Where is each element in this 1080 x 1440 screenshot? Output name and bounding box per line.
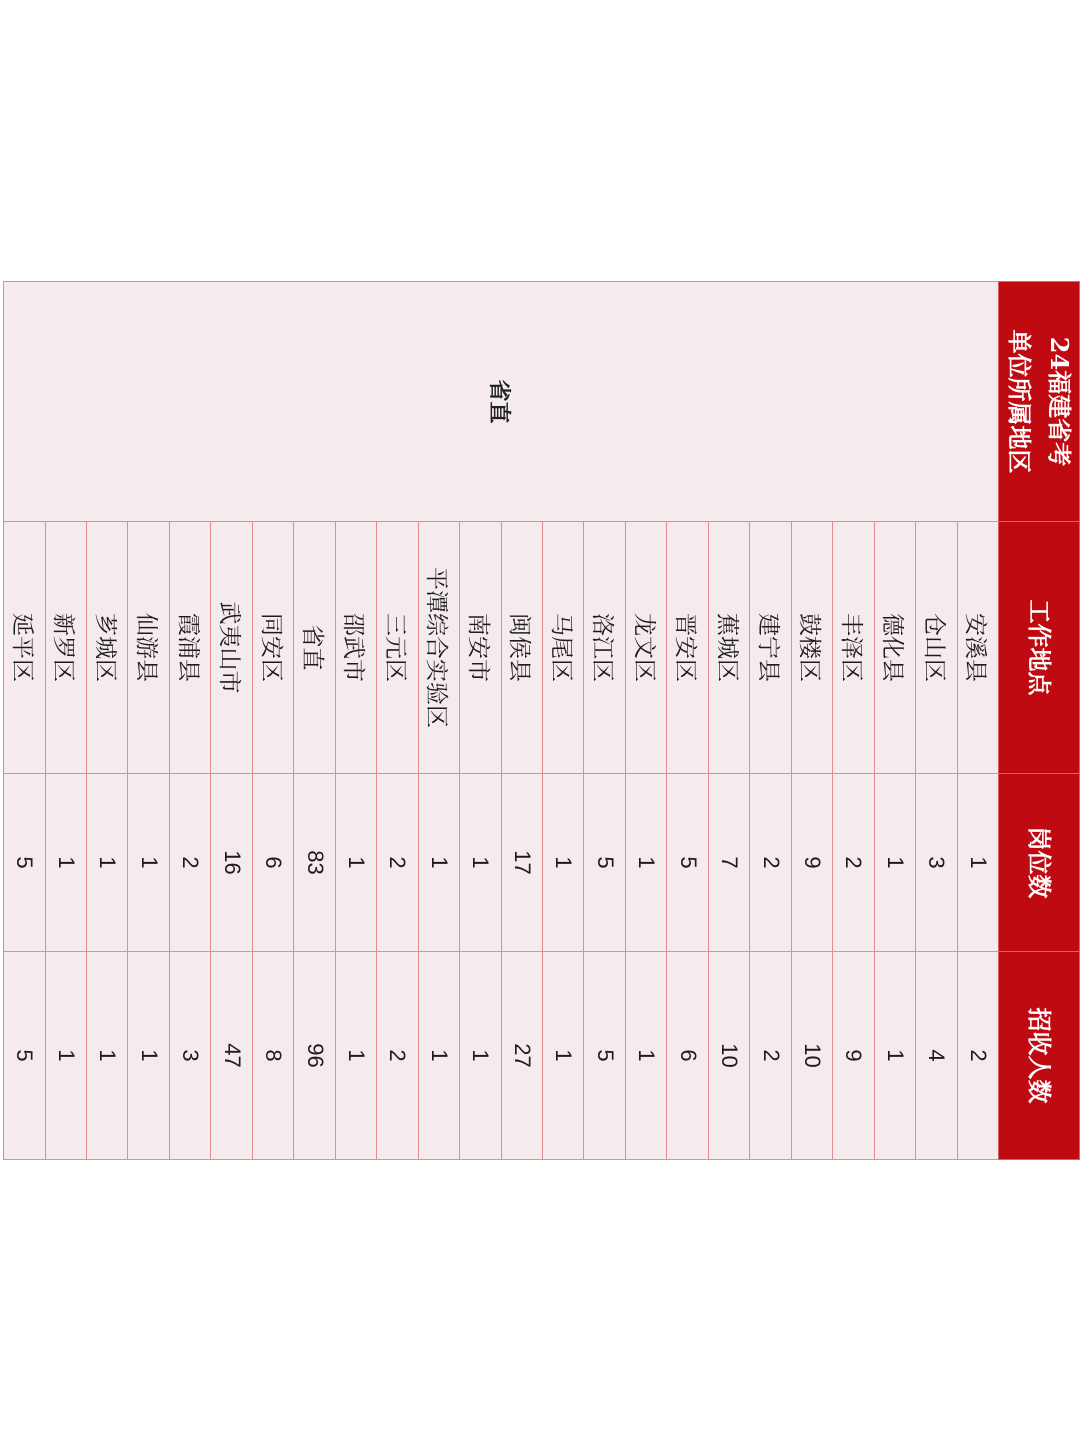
positions-cell: 1 <box>335 774 376 952</box>
recruits-cell: 10 <box>708 952 749 1160</box>
location-cell: 鼓楼区 <box>791 522 832 774</box>
positions-cell: 7 <box>708 774 749 952</box>
positions-cell: 16 <box>211 774 252 952</box>
header-location: 工作地点 <box>999 522 1080 774</box>
header-region-line2: 单位所属地区 <box>1005 329 1034 474</box>
recruits-cell: 1 <box>87 952 128 1160</box>
recruits-cell: 1 <box>625 952 666 1160</box>
recruits-cell: 5 <box>584 952 625 1160</box>
header-region <box>999 282 1080 522</box>
recruits-cell: 2 <box>377 952 418 1160</box>
table-row <box>957 282 998 1160</box>
header-recruits: 招收人数 <box>999 952 1080 1160</box>
table-body <box>4 282 999 1160</box>
positions-cell: 1 <box>543 774 584 952</box>
positions-cell: 9 <box>791 774 832 952</box>
location-cell: 安溪县 <box>957 522 998 774</box>
positions-cell: 2 <box>750 774 791 952</box>
location-cell: 省直 <box>294 522 335 774</box>
location-cell: 龙文区 <box>625 522 666 774</box>
recruits-cell: 8 <box>252 952 293 1160</box>
positions-cell: 5 <box>4 774 46 952</box>
recruits-cell: 1 <box>460 952 501 1160</box>
recruits-cell: 3 <box>169 952 210 1160</box>
rotated-table-container <box>3 281 1080 1159</box>
positions-cell: 2 <box>377 774 418 952</box>
recruits-cell: 2 <box>750 952 791 1160</box>
positions-cell: 1 <box>45 774 86 952</box>
recruits-cell: 1 <box>543 952 584 1160</box>
header-positions: 岗位数 <box>999 774 1080 952</box>
positions-cell: 2 <box>833 774 874 952</box>
recruits-cell: 27 <box>501 952 542 1160</box>
recruits-cell: 47 <box>211 952 252 1160</box>
recruits-cell: 6 <box>667 952 708 1160</box>
recruits-cell: 5 <box>4 952 46 1160</box>
recruits-cell: 1 <box>128 952 169 1160</box>
positions-cell: 1 <box>957 774 998 952</box>
location-cell: 洛江区 <box>584 522 625 774</box>
recruits-cell: 1 <box>874 952 915 1160</box>
recruits-cell: 4 <box>916 952 957 1160</box>
recruitment-table <box>3 281 1080 1160</box>
recruits-cell: 1 <box>45 952 86 1160</box>
location-cell: 丰泽区 <box>833 522 874 774</box>
location-cell: 蕉城区 <box>708 522 749 774</box>
location-cell: 仓山区 <box>916 522 957 774</box>
header-region-line1: 24福建省考 <box>1045 336 1074 467</box>
positions-cell: 6 <box>252 774 293 952</box>
positions-cell: 5 <box>584 774 625 952</box>
location-cell: 同安区 <box>252 522 293 774</box>
region-cell: 省直 <box>4 282 999 522</box>
positions-cell: 1 <box>874 774 915 952</box>
positions-cell: 1 <box>625 774 666 952</box>
location-cell: 延平区 <box>4 522 46 774</box>
location-cell: 芗城区 <box>87 522 128 774</box>
positions-cell: 83 <box>294 774 335 952</box>
location-cell: 武夷山市 <box>211 522 252 774</box>
table-header-row <box>999 282 1080 1160</box>
recruits-cell: 1 <box>335 952 376 1160</box>
location-cell: 新罗区 <box>45 522 86 774</box>
location-cell: 德化县 <box>874 522 915 774</box>
positions-cell: 1 <box>87 774 128 952</box>
location-cell: 建宁县 <box>750 522 791 774</box>
recruits-cell: 10 <box>791 952 832 1160</box>
positions-cell: 17 <box>501 774 542 952</box>
location-cell: 霞浦县 <box>169 522 210 774</box>
positions-cell: 1 <box>460 774 501 952</box>
location-cell: 闽侯县 <box>501 522 542 774</box>
recruits-cell: 96 <box>294 952 335 1160</box>
location-cell: 晋安区 <box>667 522 708 774</box>
recruits-cell: 9 <box>833 952 874 1160</box>
location-cell: 马尾区 <box>543 522 584 774</box>
positions-cell: 3 <box>916 774 957 952</box>
recruits-cell: 2 <box>957 952 998 1160</box>
location-cell: 邵武市 <box>335 522 376 774</box>
positions-cell: 1 <box>128 774 169 952</box>
location-cell: 仙游县 <box>128 522 169 774</box>
recruits-cell: 1 <box>418 952 459 1160</box>
positions-cell: 1 <box>418 774 459 952</box>
location-cell: 平潭综合实验区 <box>418 522 459 774</box>
positions-cell: 2 <box>169 774 210 952</box>
location-cell: 南安市 <box>460 522 501 774</box>
positions-cell: 5 <box>667 774 708 952</box>
location-cell: 三元区 <box>377 522 418 774</box>
